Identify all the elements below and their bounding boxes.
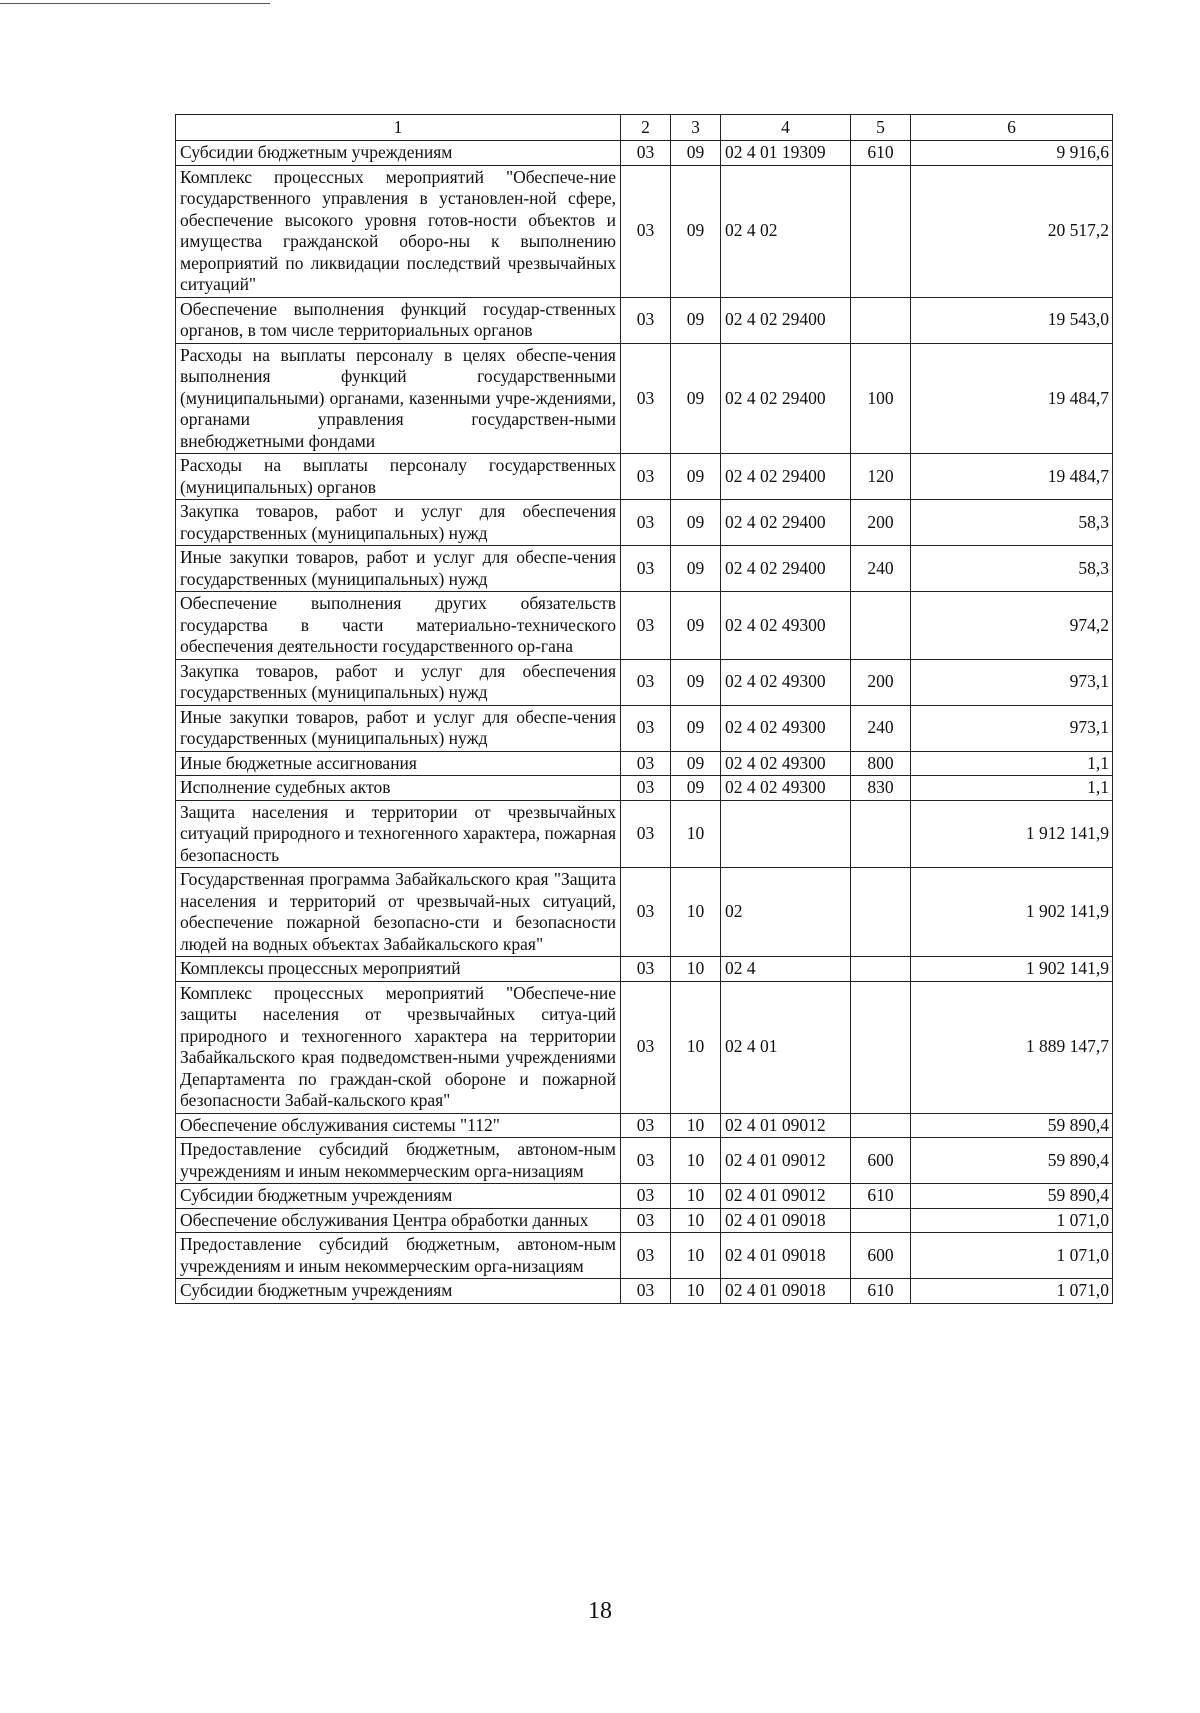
row-amount-cell: 974,2 [911,592,1113,660]
table-row [176,868,1113,957]
row-name-cell: Предоставление субсидий бюджетным, автоном-ным учреждениям и иным некоммерческим орга-низациям [176,1233,621,1279]
row-expense-type-cell [851,800,911,868]
row-expense-type-cell: 200 [851,659,911,705]
row-subsection-cell: 10 [671,1279,721,1304]
table-row [176,297,1113,343]
row-amount-cell: 59 890,4 [911,1184,1113,1209]
row-section-cell: 03 [621,141,671,166]
budget-table [175,114,1113,1304]
row-expense-type-cell [851,1113,911,1138]
table-row [176,454,1113,500]
row-target-article-cell: 02 4 02 49300 [721,659,851,705]
row-name-cell: Иные бюджетные ассигнования [176,751,621,776]
row-name-cell: Комплексы процессных мероприятий [176,957,621,982]
row-subsection-cell: 10 [671,1138,721,1184]
row-expense-type-cell: 600 [851,1233,911,1279]
row-target-article-cell: 02 4 02 29400 [721,343,851,454]
row-target-article-cell: 02 [721,868,851,957]
row-subsection-cell: 10 [671,1113,721,1138]
row-target-article-cell: 02 4 02 49300 [721,592,851,660]
table-row [176,500,1113,546]
row-subsection-cell: 10 [671,957,721,982]
row-subsection-cell: 10 [671,1208,721,1233]
row-expense-type-cell: 100 [851,343,911,454]
row-amount-cell: 59 890,4 [911,1113,1113,1138]
row-section-cell: 03 [621,1138,671,1184]
row-name-cell: Закупка товаров, работ и услуг для обеспечения государственных (муниципальных) нужд [176,659,621,705]
row-expense-type-cell: 610 [851,1279,911,1304]
row-expense-type-cell [851,165,911,297]
table-row [176,1208,1113,1233]
table-row [176,592,1113,660]
row-amount-cell: 59 890,4 [911,1138,1113,1184]
row-amount-cell: 19 484,7 [911,343,1113,454]
row-target-article-cell: 02 4 01 [721,981,851,1113]
row-expense-type-cell [851,592,911,660]
row-name-cell: Иные закупки товаров, работ и услуг для обеспе-чения государственных (муниципальных) нужд [176,546,621,592]
row-subsection-cell: 09 [671,141,721,166]
row-amount-cell: 19 543,0 [911,297,1113,343]
row-name-cell: Закупка товаров, работ и услуг для обеспечения государственных (муниципальных) нужд [176,500,621,546]
budget-table-body [176,115,1113,1304]
row-target-article-cell: 02 4 02 49300 [721,705,851,751]
row-section-cell: 03 [621,297,671,343]
row-subsection-cell: 10 [671,1233,721,1279]
header-col-5: 5 [851,115,911,141]
table-row [176,343,1113,454]
row-name-cell: Субсидии бюджетным учреждениям [176,1184,621,1209]
row-expense-type-cell: 240 [851,705,911,751]
row-amount-cell: 1 071,0 [911,1233,1113,1279]
row-section-cell: 03 [621,1233,671,1279]
row-target-article-cell: 02 4 02 29400 [721,454,851,500]
row-section-cell: 03 [621,800,671,868]
row-target-article-cell: 02 4 02 29400 [721,546,851,592]
table-row [176,165,1113,297]
row-amount-cell: 9 916,6 [911,141,1113,166]
row-amount-cell: 973,1 [911,705,1113,751]
row-name-cell: Обеспечение выполнения других обязательств государства в части материально-технического обеспечения деятельности государственного ор-гана [176,592,621,660]
row-amount-cell: 1,1 [911,751,1113,776]
row-expense-type-cell: 120 [851,454,911,500]
row-subsection-cell: 09 [671,454,721,500]
table-row [176,141,1113,166]
row-target-article-cell: 02 4 01 09018 [721,1279,851,1304]
row-amount-cell: 1 902 141,9 [911,868,1113,957]
row-name-cell: Обеспечение выполнения функций государ-ственных органов, в том числе территориальных органов [176,297,621,343]
row-name-cell: Субсидии бюджетным учреждениям [176,1279,621,1304]
row-amount-cell: 1 902 141,9 [911,957,1113,982]
row-subsection-cell: 09 [671,343,721,454]
row-name-cell: Обеспечение обслуживания Центра обработки данных [176,1208,621,1233]
row-section-cell: 03 [621,868,671,957]
row-subsection-cell: 09 [671,659,721,705]
row-amount-cell: 58,3 [911,546,1113,592]
row-section-cell: 03 [621,1184,671,1209]
row-name-cell: Комплекс процессных мероприятий "Обеспече-ние государственного управления в установлен-ной сфере, обеспечение высокого уровня готов-ности объектов и имущества гражданской оборо-ны к выполнению мероприятий по ликвидации последствий чрезвычайных ситуаций" [176,165,621,297]
row-expense-type-cell: 610 [851,1184,911,1209]
row-section-cell: 03 [621,957,671,982]
row-name-cell: Иные закупки товаров, работ и услуг для обеспе-чения государственных (муниципальных) нужд [176,705,621,751]
row-subsection-cell: 09 [671,165,721,297]
row-expense-type-cell: 600 [851,1138,911,1184]
row-name-cell: Исполнение судебных актов [176,776,621,801]
row-subsection-cell: 09 [671,500,721,546]
row-name-cell: Защита населения и территории от чрезвычайных ситуаций природного и техногенного характера, пожарная безопасность [176,800,621,868]
row-amount-cell: 58,3 [911,500,1113,546]
table-row [176,546,1113,592]
table-row [176,751,1113,776]
row-expense-type-cell: 800 [851,751,911,776]
row-amount-cell: 19 484,7 [911,454,1113,500]
table-row [176,1184,1113,1209]
row-name-cell: Предоставление субсидий бюджетным, автоном-ным учреждениям и иным некоммерческим орга-низациям [176,1138,621,1184]
row-section-cell: 03 [621,1113,671,1138]
budget-table-wrapper [175,114,1112,1304]
header-col-4: 4 [721,115,851,141]
header-col-3: 3 [671,115,721,141]
row-name-cell: Расходы на выплаты персоналу государственных (муниципальных) органов [176,454,621,500]
table-row [176,659,1113,705]
row-section-cell: 03 [621,751,671,776]
row-section-cell: 03 [621,776,671,801]
row-amount-cell: 1 071,0 [911,1208,1113,1233]
top-edge-line [0,3,270,4]
row-expense-type-cell: 240 [851,546,911,592]
row-target-article-cell [721,800,851,868]
row-subsection-cell: 10 [671,800,721,868]
page-number: 18 [588,1598,612,1624]
table-row [176,1279,1113,1304]
table-row [176,1233,1113,1279]
row-expense-type-cell [851,957,911,982]
row-name-cell: Расходы на выплаты персоналу в целях обеспе-чения выполнения функций государственными (муниципальными) органами, казенными учре-ждениями, органами управления государствен-ными внебюджетными фондами [176,343,621,454]
row-target-article-cell: 02 4 01 09012 [721,1184,851,1209]
row-subsection-cell: 10 [671,868,721,957]
table-row [176,800,1113,868]
row-section-cell: 03 [621,981,671,1113]
table-row [176,705,1113,751]
table-row [176,957,1113,982]
row-subsection-cell: 09 [671,776,721,801]
row-amount-cell: 1 912 141,9 [911,800,1113,868]
table-row [176,1138,1113,1184]
row-expense-type-cell [851,297,911,343]
row-target-article-cell: 02 4 01 09018 [721,1208,851,1233]
row-name-cell: Государственная программа Забайкальского края "Защита населения и территорий от чрезвычай-ных ситуаций, обеспечение пожарной безопасно-сти и безопасности людей на водных объектах Забайкальского края" [176,868,621,957]
row-section-cell: 03 [621,1279,671,1304]
row-amount-cell: 1 071,0 [911,1279,1113,1304]
table-row [176,981,1113,1113]
row-section-cell: 03 [621,592,671,660]
row-expense-type-cell: 200 [851,500,911,546]
row-subsection-cell: 09 [671,297,721,343]
row-target-article-cell: 02 4 02 49300 [721,751,851,776]
table-row [176,776,1113,801]
row-subsection-cell: 09 [671,751,721,776]
row-subsection-cell: 10 [671,1184,721,1209]
row-section-cell: 03 [621,454,671,500]
row-section-cell: 03 [621,705,671,751]
row-expense-type-cell: 610 [851,141,911,166]
row-target-article-cell: 02 4 02 29400 [721,500,851,546]
row-expense-type-cell [851,981,911,1113]
row-section-cell: 03 [621,659,671,705]
row-section-cell: 03 [621,1208,671,1233]
row-section-cell: 03 [621,500,671,546]
row-amount-cell: 1,1 [911,776,1113,801]
row-expense-type-cell [851,1208,911,1233]
row-target-article-cell: 02 4 02 [721,165,851,297]
row-expense-type-cell: 830 [851,776,911,801]
row-amount-cell: 20 517,2 [911,165,1113,297]
row-name-cell: Субсидии бюджетным учреждениям [176,141,621,166]
row-name-cell: Комплекс процессных мероприятий "Обеспече-ние защиты населения от чрезвычайных ситуа-ций природного и техногенного характера на территории Забайкальского края подведомствен-ными учреждениями Департамента по граждан-ской обороне и пожарной безопасности Забай-кальского края" [176,981,621,1113]
row-section-cell: 03 [621,343,671,454]
row-target-article-cell: 02 4 01 09018 [721,1233,851,1279]
header-col-2: 2 [621,115,671,141]
row-target-article-cell: 02 4 [721,957,851,982]
row-expense-type-cell [851,868,911,957]
row-amount-cell: 973,1 [911,659,1113,705]
row-section-cell: 03 [621,546,671,592]
row-target-article-cell: 02 4 01 09012 [721,1113,851,1138]
row-target-article-cell: 02 4 02 29400 [721,297,851,343]
row-amount-cell: 1 889 147,7 [911,981,1113,1113]
header-col-6: 6 [911,115,1113,141]
row-name-cell: Обеспечение обслуживания системы "112" [176,1113,621,1138]
row-subsection-cell: 09 [671,592,721,660]
row-target-article-cell: 02 4 01 09012 [721,1138,851,1184]
table-row [176,1113,1113,1138]
row-subsection-cell: 09 [671,546,721,592]
row-target-article-cell: 02 4 01 19309 [721,141,851,166]
header-col-1: 1 [176,115,621,141]
header-row [176,115,1113,141]
row-section-cell: 03 [621,165,671,297]
row-target-article-cell: 02 4 02 49300 [721,776,851,801]
row-subsection-cell: 09 [671,705,721,751]
row-subsection-cell: 10 [671,981,721,1113]
